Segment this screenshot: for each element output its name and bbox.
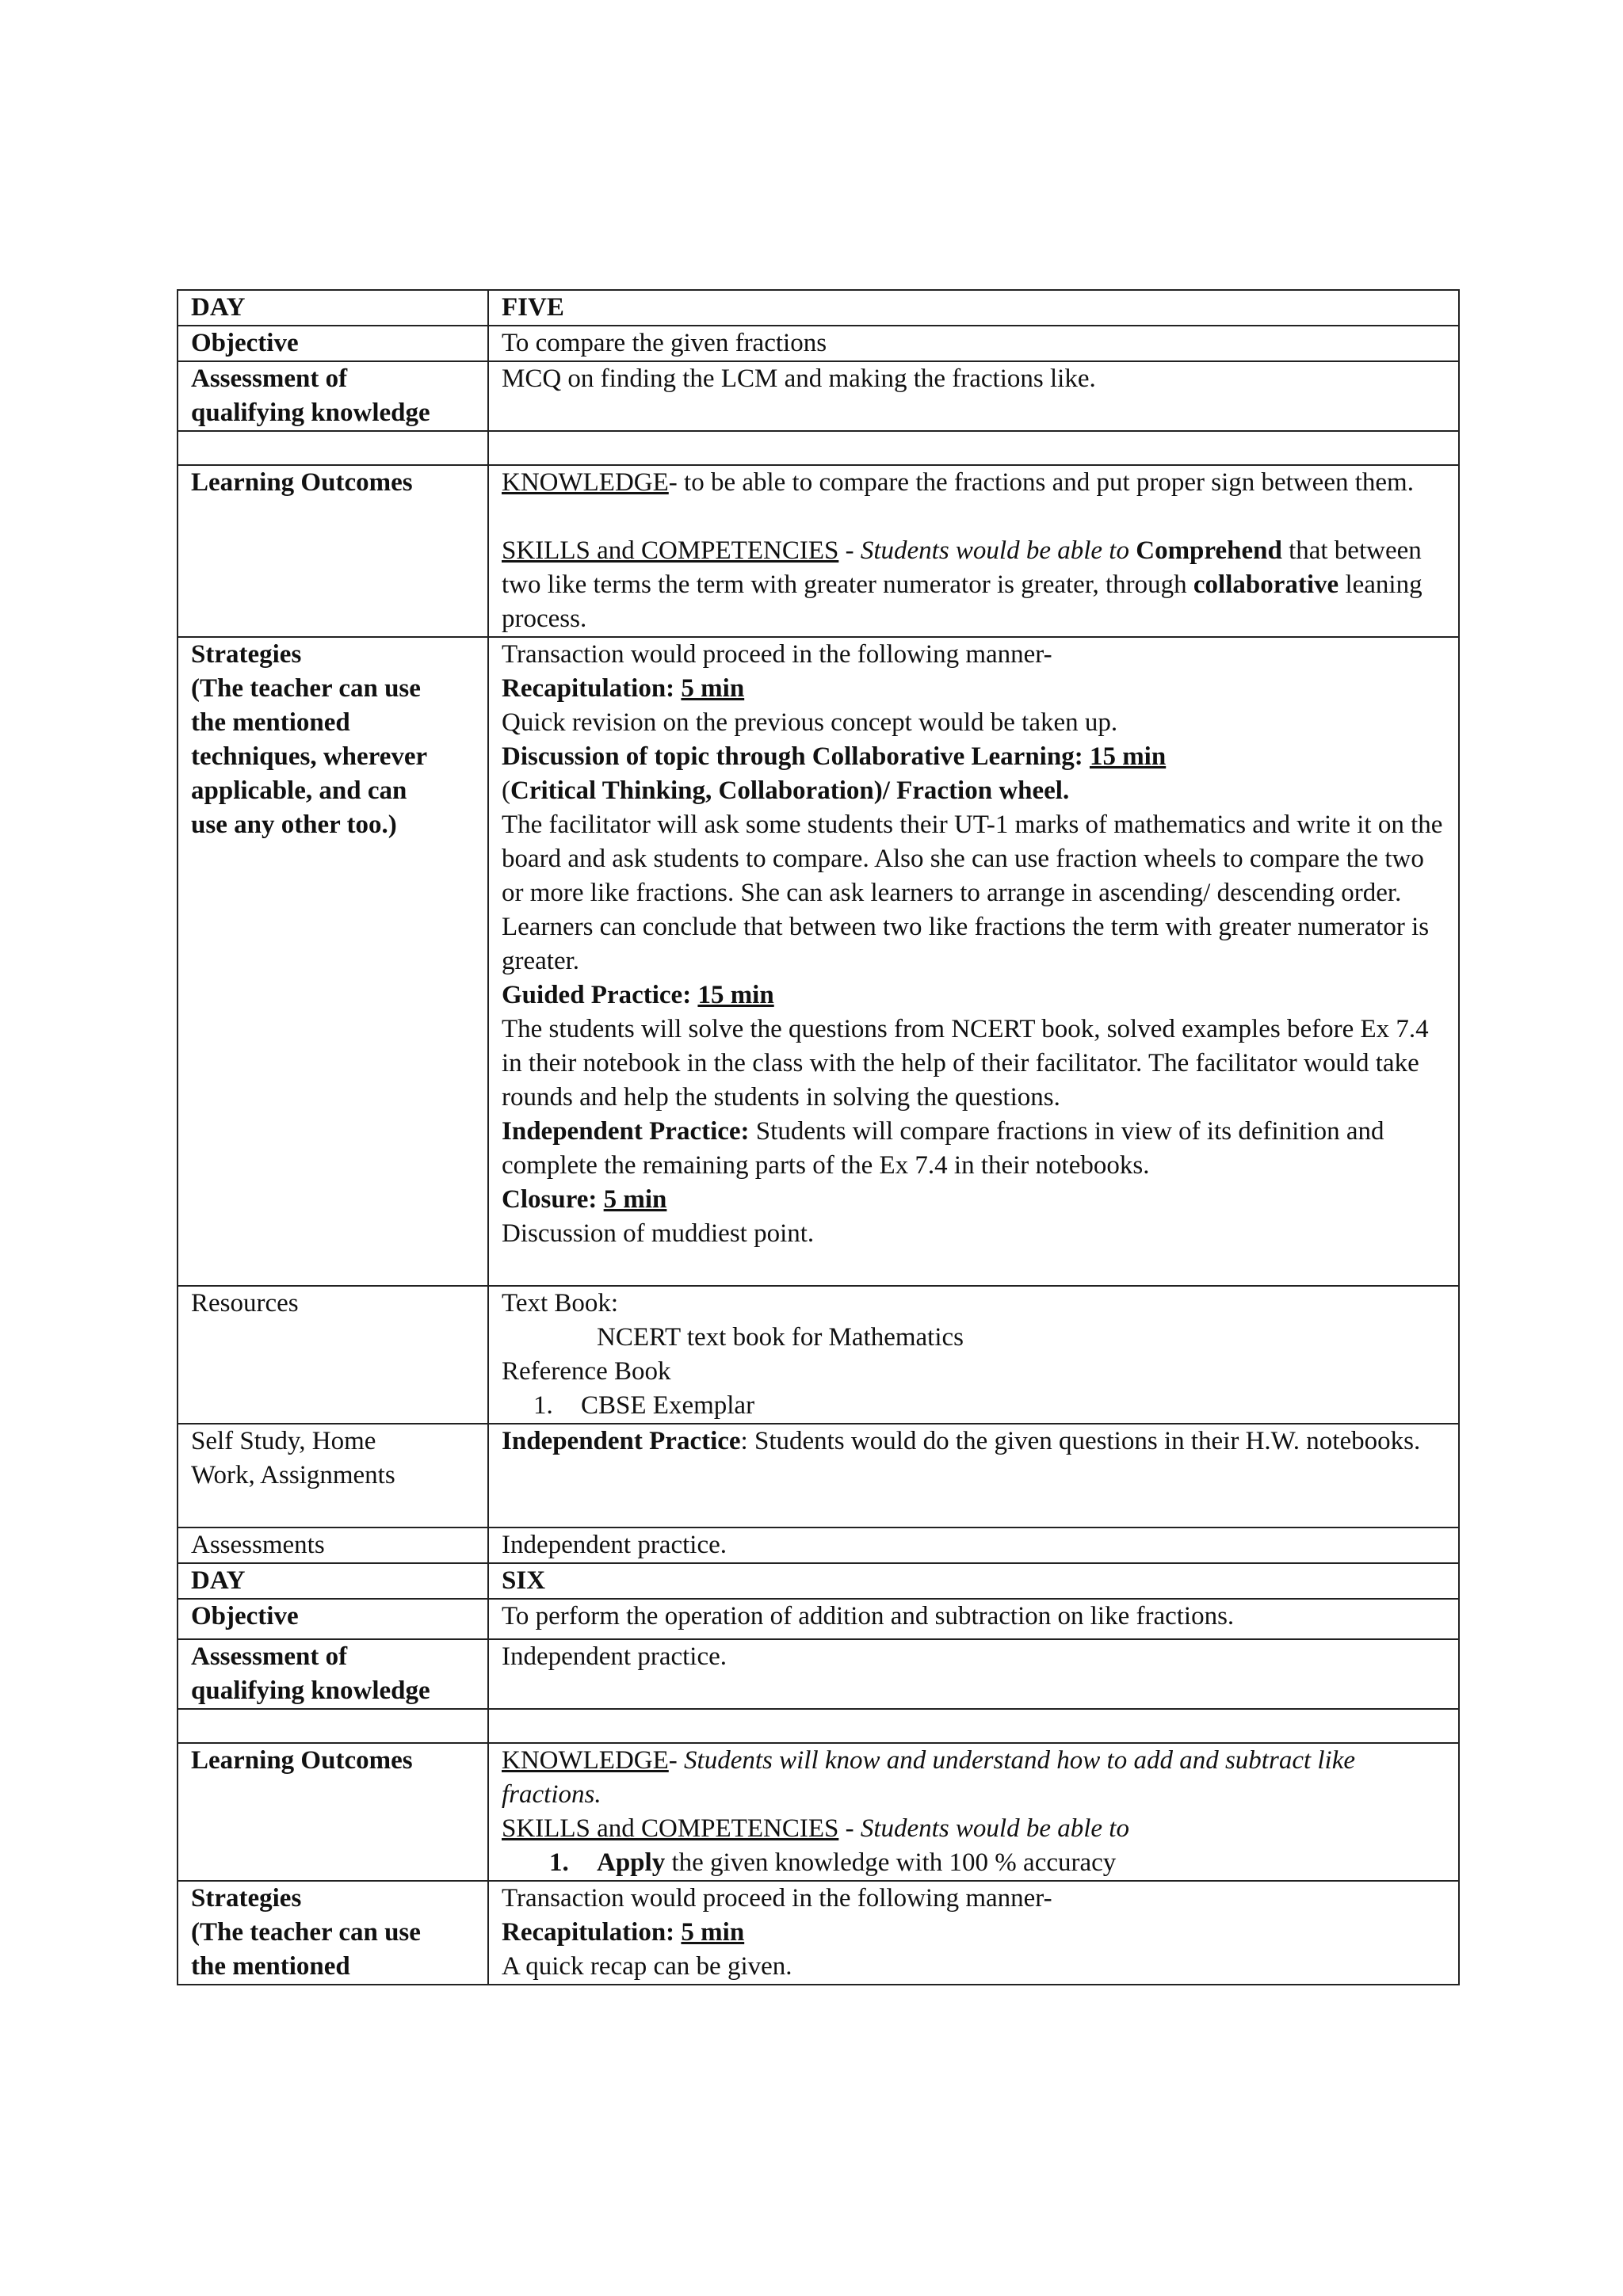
recap-text: A quick recap can be given. — [502, 1952, 792, 1981]
objective-label: Objective — [178, 1599, 488, 1639]
row-day — [178, 290, 1459, 326]
day-value: SIX — [488, 1563, 1459, 1599]
recap-time: 5 min — [681, 1918, 745, 1947]
row-strategies — [178, 1881, 1459, 1985]
skills-paragraph — [502, 1812, 1445, 1846]
closure-heading-text: Closure: — [502, 1185, 604, 1214]
row-empty — [178, 1709, 1459, 1743]
row-objective — [178, 1599, 1459, 1639]
row-day — [178, 1563, 1459, 1599]
recap-heading-text: Recapitulation: — [502, 674, 682, 703]
reference-item-number: 1. — [533, 1391, 553, 1420]
resources-label: Resources — [178, 1286, 488, 1424]
recap-heading-text: Recapitulation: — [502, 1918, 682, 1947]
knowledge-paragraph — [502, 1744, 1445, 1812]
discussion-time: 15 min — [1089, 742, 1167, 771]
independent-text: Students will compare fractions in view of its definition and complete the remaining parts of the Ex 7.4 in their notebooks. — [502, 1117, 1384, 1180]
empty-cell — [178, 431, 488, 465]
guided-heading-text: Guided Practice: — [502, 981, 698, 1009]
recap-heading — [502, 1916, 1445, 1950]
self-study-bold: Independent Practice — [502, 1427, 741, 1455]
resources-value — [488, 1286, 1459, 1424]
assessment-qualifying-value: MCQ on finding the LCM and making the fractions like. — [488, 361, 1459, 431]
closure-heading — [502, 1183, 1445, 1217]
label-line: the mentioned — [191, 708, 350, 737]
assessments-value: Independent practice. — [488, 1527, 1459, 1563]
row-assessments — [178, 1527, 1459, 1563]
assessment-qualifying-value: Independent practice. — [488, 1639, 1459, 1709]
recap-time: 5 min — [681, 674, 745, 703]
guided-time: 15 min — [697, 981, 774, 1009]
assessment-qualifying-label — [178, 1639, 488, 1709]
label-line: Strategies — [191, 1884, 302, 1913]
strategies-label — [178, 637, 488, 1286]
row-assessment-qualifying — [178, 1639, 1459, 1709]
label-line: Self Study, Home — [191, 1427, 376, 1455]
assessment-qualifying-label — [178, 361, 488, 431]
label-line: use any other too.) — [191, 810, 397, 839]
day-value: FIVE — [488, 290, 1459, 326]
strategies-intro: Transaction would proceed in the following manner- — [502, 1884, 1052, 1913]
objective-value: To perform the operation of addition and subtraction on like fractions. — [488, 1599, 1459, 1639]
day-label: DAY — [178, 290, 488, 326]
row-self-study — [178, 1424, 1459, 1527]
skills-text: leaning process. — [502, 570, 1423, 633]
guided-text: The students will solve the questions from NCERT book, solved examples before Ex 7.4 in their notebook in the class with the help of their facilitator. The facilitator would take rounds and help the students in solving the questions. — [502, 1015, 1429, 1112]
reference-item-text: CBSE Exemplar — [581, 1391, 755, 1420]
assessments-label: Assessments — [178, 1527, 488, 1563]
strategies-intro: Transaction would proceed in the following manner- — [502, 640, 1052, 669]
skills-italic: Students would be able to — [860, 1814, 1129, 1843]
empty-cell — [178, 1709, 488, 1743]
label-line: (The teacher can use — [191, 1918, 421, 1947]
label-line: (The teacher can use — [191, 674, 421, 703]
guided-heading — [502, 978, 1445, 1013]
spacer — [502, 500, 1445, 534]
textbook-item: NCERT text book for Mathematics — [597, 1323, 964, 1352]
row-strategies — [178, 637, 1459, 1286]
skills-list-item — [502, 1846, 1445, 1880]
knowledge-dash: - — [668, 1746, 685, 1775]
lesson-plan-table — [177, 289, 1460, 1985]
skills-list-number: 1. — [549, 1848, 569, 1877]
skills-paragraph — [502, 534, 1445, 636]
row-assessment-qualifying — [178, 361, 1459, 431]
skills-bold: Comprehend — [1136, 536, 1282, 565]
row-empty — [178, 431, 1459, 465]
discussion-subheading-text: Critical Thinking, Collaboration)/ Fraction wheel. — [510, 776, 1070, 805]
skills-heading: SKILLS and COMPETENCIES — [502, 1814, 839, 1843]
label-line: qualifying knowledge — [191, 1676, 430, 1705]
row-objective — [178, 326, 1459, 361]
discussion-subheading — [502, 774, 1445, 808]
learning-outcomes-value — [488, 1743, 1459, 1881]
discussion-heading-text: Discussion of topic through Collaborative Learning: — [502, 742, 1090, 771]
strategies-value — [488, 1881, 1459, 1985]
objective-value: To compare the given fractions — [488, 326, 1459, 361]
label-line: Work, Assignments — [191, 1461, 395, 1489]
independent-paragraph — [502, 1115, 1445, 1183]
self-study-label — [178, 1424, 488, 1527]
objective-label: Objective — [178, 326, 488, 361]
learning-outcomes-label: Learning Outcomes — [178, 1743, 488, 1881]
textbook-heading: Text Book: — [502, 1289, 619, 1318]
knowledge-italic: Students will know and understand how to add and subtract like fractions. — [502, 1746, 1356, 1809]
reference-heading: Reference Book — [502, 1357, 671, 1386]
label-line: techniques, wherever — [191, 742, 428, 771]
label-line: applicable, and can — [191, 776, 407, 805]
skills-text: that between two like terms the term with greater numerator is greater, through — [502, 536, 1422, 599]
recap-text: Quick revision on the previous concept would be taken up. — [502, 708, 1118, 737]
label-line: Assessment of — [191, 364, 348, 393]
reference-item — [502, 1389, 1445, 1423]
empty-cell — [488, 1709, 1459, 1743]
closure-time: 5 min — [603, 1185, 667, 1214]
skills-bold: collaborative — [1193, 570, 1339, 599]
independent-heading: Independent Practice: — [502, 1117, 750, 1146]
empty-cell — [488, 431, 1459, 465]
skills-list-text: the given knowledge with 100 % accuracy — [665, 1848, 1117, 1877]
knowledge-heading: KNOWLEDGE — [502, 1746, 669, 1775]
strategies-label — [178, 1881, 488, 1985]
label-line: the mentioned — [191, 1952, 350, 1981]
label-line: Strategies — [191, 640, 302, 669]
discussion-heading — [502, 740, 1445, 774]
strategies-value — [488, 637, 1459, 1286]
lesson-plan-document — [177, 289, 1458, 1985]
skills-italic: Students would be able to — [860, 536, 1129, 565]
day-label: DAY — [178, 1563, 488, 1599]
knowledge-paragraph — [502, 466, 1445, 500]
self-study-value — [488, 1424, 1459, 1527]
row-learning-outcomes — [178, 465, 1459, 637]
discussion-text: The facilitator will ask some students their UT-1 marks of mathematics and write it on the board and ask students to compare. Also she can use fraction wheels to compare the two or more like fractions. She can ask learners to arrange in ascending/ descending order. Learners can conclude that between two like fractions the term with greater numerator is greater. — [502, 810, 1443, 975]
closure-text: Discussion of muddiest point. — [502, 1219, 815, 1248]
skills-dash: - — [838, 1814, 861, 1843]
label-line: Assessment of — [191, 1642, 348, 1671]
learning-outcomes-label: Learning Outcomes — [178, 465, 488, 637]
knowledge-text: - to be able to compare the fractions and put proper sign between them. — [668, 468, 1414, 497]
discussion-paren: ( — [502, 776, 510, 805]
row-learning-outcomes — [178, 1743, 1459, 1881]
skills-dash: - — [838, 536, 861, 565]
self-study-text: : Students would do the given questions in their H.W. notebooks. — [740, 1427, 1421, 1455]
skills-heading: SKILLS and COMPETENCIES — [502, 536, 839, 565]
skills-list-bold: Apply — [597, 1848, 666, 1877]
learning-outcomes-value — [488, 465, 1459, 637]
row-resources — [178, 1286, 1459, 1424]
knowledge-heading: KNOWLEDGE — [502, 468, 669, 497]
label-line: qualifying knowledge — [191, 399, 430, 427]
recap-heading — [502, 672, 1445, 706]
